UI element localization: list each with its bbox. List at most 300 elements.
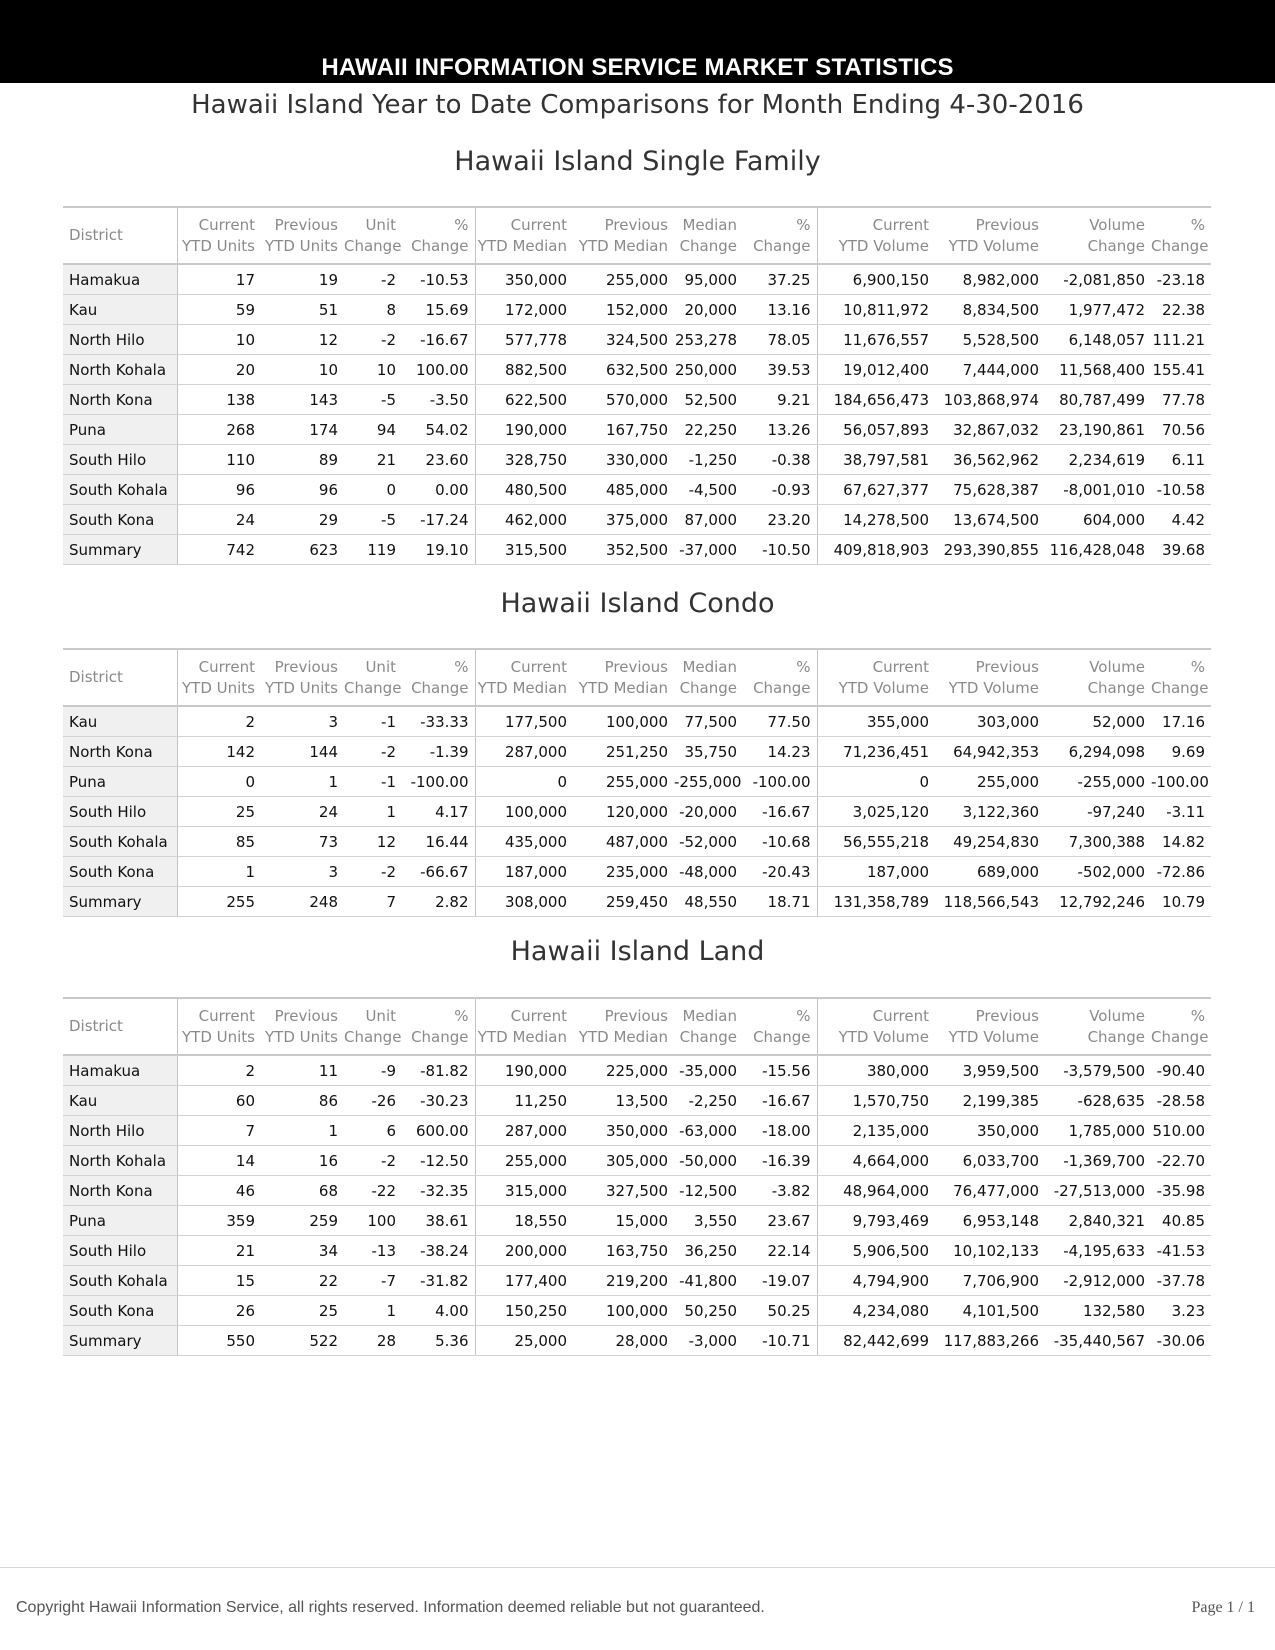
cell-current-ytd-units: 742 — [177, 535, 261, 565]
cell-current-ytd-volume: 6,900,150 — [817, 264, 935, 295]
cell-pct-median-change: -10.68 — [743, 827, 817, 857]
column-header-line1: Current — [872, 1006, 929, 1025]
cell-unit-change: -2 — [344, 1146, 402, 1176]
column-header-unit-change — [344, 207, 402, 264]
section-title-condo: Hawaii Island Condo — [500, 588, 775, 619]
cell-unit-change: -5 — [344, 505, 402, 535]
cell-median-change: 36,250 — [674, 1236, 743, 1266]
cell-pct-volume-change: 39.68 — [1151, 535, 1211, 565]
cell-volume-change: 1,785,000 — [1045, 1116, 1151, 1146]
cell-previous-ytd-median: 167,750 — [573, 415, 674, 445]
cell-pct-median-change: -18.00 — [743, 1116, 817, 1146]
cell-previous-ytd-median: 324,500 — [573, 325, 674, 355]
cell-pct-volume-change: 111.21 — [1151, 325, 1211, 355]
cell-current-ytd-median: 190,000 — [475, 1055, 573, 1086]
cell-pct-unit-change: 4.00 — [402, 1296, 475, 1326]
column-header-line2: YTD Median — [578, 678, 668, 697]
cell-current-ytd-median: 100,000 — [475, 797, 573, 827]
cell-previous-ytd-median: 219,200 — [573, 1266, 674, 1296]
cell-previous-ytd-volume: 7,706,900 — [935, 1266, 1045, 1296]
cell-previous-ytd-volume: 6,953,148 — [935, 1206, 1045, 1236]
cell-pct-volume-change: -22.70 — [1151, 1146, 1211, 1176]
column-header-current-ytd-units — [177, 207, 261, 264]
table-row — [63, 295, 1211, 325]
column-header-current-ytd-median — [475, 207, 573, 264]
cell-median-change: -2,250 — [674, 1086, 743, 1116]
cell-previous-ytd-median: 487,000 — [573, 827, 674, 857]
cell-current-ytd-median: 172,000 — [475, 295, 573, 325]
column-header-line1: Previous — [604, 1006, 668, 1025]
table-row — [63, 1236, 1211, 1266]
cell-unit-change: -1 — [344, 706, 402, 737]
cell-pct-volume-change: 4.42 — [1151, 505, 1211, 535]
cell-previous-ytd-units: 25 — [261, 1296, 344, 1326]
cell-pct-median-change: 22.14 — [743, 1236, 817, 1266]
column-header-line2: YTD Volume — [948, 236, 1039, 255]
cell-current-ytd-volume: 2,135,000 — [817, 1116, 935, 1146]
cell-previous-ytd-volume: 8,982,000 — [935, 264, 1045, 295]
cell-pct-unit-change: -10.53 — [402, 264, 475, 295]
cell-current-ytd-units: 15 — [177, 1266, 261, 1296]
cell-pct-volume-change: -28.58 — [1151, 1086, 1211, 1116]
cell-previous-ytd-volume: 64,942,353 — [935, 737, 1045, 767]
column-header-line2: Change — [753, 678, 811, 697]
cell-pct-unit-change: -3.50 — [402, 385, 475, 415]
cell-volume-change: 80,787,499 — [1045, 385, 1151, 415]
cell-current-ytd-volume: 10,811,972 — [817, 295, 935, 325]
column-header-district — [63, 998, 177, 1055]
footer-page-number: Page 1 / 1 — [1191, 1599, 1255, 1616]
column-header-line2: Change — [753, 1027, 811, 1046]
column-header-line1: Volume — [1089, 657, 1145, 676]
cell-current-ytd-median: 190,000 — [475, 415, 573, 445]
summary-row — [63, 887, 1211, 917]
cell-current-ytd-units: 7 — [177, 1116, 261, 1146]
cell-pct-median-change: -16.67 — [743, 797, 817, 827]
column-header-line1: Previous — [274, 657, 338, 676]
cell-current-ytd-median: 622,500 — [475, 385, 573, 415]
cell-current-ytd-units: 550 — [177, 1326, 261, 1356]
cell-median-change: -52,000 — [674, 827, 743, 857]
cell-pct-unit-change: 600.00 — [402, 1116, 475, 1146]
column-header-line1: Previous — [274, 215, 338, 234]
cell-previous-ytd-median: 100,000 — [573, 706, 674, 737]
cell-current-ytd-units: 142 — [177, 737, 261, 767]
cell-pct-median-change: -20.43 — [743, 857, 817, 887]
cell-pct-volume-change: -3.11 — [1151, 797, 1211, 827]
column-header-district — [63, 207, 177, 264]
column-header-previous-ytd-units — [261, 998, 344, 1055]
cell-unit-change: 1 — [344, 797, 402, 827]
cell-previous-ytd-units: 144 — [261, 737, 344, 767]
cell-current-ytd-units: 0 — [177, 767, 261, 797]
column-header-line2: Change — [344, 678, 402, 697]
summary-row — [63, 535, 1211, 565]
cell-previous-ytd-units: 143 — [261, 385, 344, 415]
column-header-line1: % — [1190, 657, 1205, 676]
cell-current-ytd-volume: 11,676,557 — [817, 325, 935, 355]
cell-district: South Kona — [63, 505, 177, 535]
table-land — [63, 997, 1211, 1356]
cell-previous-ytd-median: 225,000 — [573, 1055, 674, 1086]
cell-current-ytd-median: 177,400 — [475, 1266, 573, 1296]
cell-current-ytd-units: 96 — [177, 475, 261, 505]
cell-previous-ytd-volume: 13,674,500 — [935, 505, 1045, 535]
column-header-pct-unit-change — [402, 998, 475, 1055]
column-header-current-ytd-volume — [817, 207, 935, 264]
column-header-line1: Unit — [365, 657, 396, 676]
cell-pct-unit-change: -32.35 — [402, 1176, 475, 1206]
cell-previous-ytd-units: 34 — [261, 1236, 344, 1266]
column-header-line1: District — [69, 226, 123, 244]
cell-median-change: 52,500 — [674, 385, 743, 415]
cell-previous-ytd-volume: 3,959,500 — [935, 1055, 1045, 1086]
cell-pct-median-change: -19.07 — [743, 1266, 817, 1296]
cell-volume-change: 23,190,861 — [1045, 415, 1151, 445]
cell-district: Kau — [63, 295, 177, 325]
cell-pct-median-change: 14.23 — [743, 737, 817, 767]
cell-previous-ytd-volume: 75,628,387 — [935, 475, 1045, 505]
column-header-line2: Change — [1087, 678, 1145, 697]
table-row — [63, 355, 1211, 385]
cell-previous-ytd-volume: 2,199,385 — [935, 1086, 1045, 1116]
cell-previous-ytd-volume: 4,101,500 — [935, 1296, 1045, 1326]
cell-previous-ytd-units: 3 — [261, 706, 344, 737]
cell-previous-ytd-units: 29 — [261, 505, 344, 535]
cell-district: Summary — [63, 1326, 177, 1356]
cell-previous-ytd-units: 1 — [261, 767, 344, 797]
cell-volume-change: -8,001,010 — [1045, 475, 1151, 505]
column-header-previous-ytd-volume — [935, 998, 1045, 1055]
table-row — [63, 325, 1211, 355]
cell-previous-ytd-median: 28,000 — [573, 1326, 674, 1356]
cell-current-ytd-volume: 0 — [817, 767, 935, 797]
cell-current-ytd-units: 359 — [177, 1206, 261, 1236]
column-header-line2: YTD Volume — [948, 678, 1039, 697]
cell-district: South Hilo — [63, 445, 177, 475]
footer-divider — [0, 1567, 1275, 1568]
column-header-line1: % — [1190, 1006, 1205, 1025]
top-banner — [0, 0, 1275, 83]
column-header-pct-unit-change — [402, 207, 475, 264]
table-row — [63, 415, 1211, 445]
column-header-line1: Current — [872, 215, 929, 234]
cell-pct-unit-change: -1.39 — [402, 737, 475, 767]
column-header-line1: Median — [682, 215, 737, 234]
cell-current-ytd-median: 435,000 — [475, 827, 573, 857]
cell-median-change: 87,000 — [674, 505, 743, 535]
cell-median-change: 253,278 — [674, 325, 743, 355]
cell-current-ytd-units: 14 — [177, 1146, 261, 1176]
column-header-line1: Unit — [365, 1006, 396, 1025]
cell-median-change: -63,000 — [674, 1116, 743, 1146]
table-row — [63, 505, 1211, 535]
column-header-line1: % — [454, 215, 469, 234]
column-header-line2: Change — [679, 1027, 737, 1046]
cell-previous-ytd-median: 352,500 — [573, 535, 674, 565]
cell-pct-unit-change: 100.00 — [402, 355, 475, 385]
cell-pct-unit-change: -30.23 — [402, 1086, 475, 1116]
cell-district: South Kona — [63, 857, 177, 887]
cell-previous-ytd-volume: 10,102,133 — [935, 1236, 1045, 1266]
column-header-line2: YTD Volume — [948, 1027, 1039, 1046]
column-header-line1: Previous — [604, 215, 668, 234]
cell-pct-unit-change: -16.67 — [402, 325, 475, 355]
cell-current-ytd-median: 11,250 — [475, 1086, 573, 1116]
cell-pct-volume-change: 10.79 — [1151, 887, 1211, 917]
column-header-pct-unit-change — [402, 649, 475, 706]
cell-pct-median-change: 50.25 — [743, 1296, 817, 1326]
cell-previous-ytd-units: 24 — [261, 797, 344, 827]
cell-current-ytd-units: 10 — [177, 325, 261, 355]
column-header-volume-change — [1045, 998, 1151, 1055]
table-row — [63, 797, 1211, 827]
column-header-previous-ytd-median — [573, 649, 674, 706]
column-header-line2: YTD Units — [265, 678, 338, 697]
cell-current-ytd-volume: 4,234,080 — [817, 1296, 935, 1326]
cell-previous-ytd-volume: 350,000 — [935, 1116, 1045, 1146]
cell-district: Hamakua — [63, 1055, 177, 1086]
cell-median-change: 77,500 — [674, 706, 743, 737]
column-header-line1: Median — [682, 1006, 737, 1025]
cell-previous-ytd-volume: 689,000 — [935, 857, 1045, 887]
cell-previous-ytd-median: 15,000 — [573, 1206, 674, 1236]
cell-pct-unit-change: -33.33 — [402, 706, 475, 737]
cell-median-change: -41,800 — [674, 1266, 743, 1296]
cell-volume-change: -97,240 — [1045, 797, 1151, 827]
cell-previous-ytd-median: 330,000 — [573, 445, 674, 475]
cell-district: North Kona — [63, 385, 177, 415]
cell-current-ytd-volume: 5,906,500 — [817, 1236, 935, 1266]
cell-volume-change: 11,568,400 — [1045, 355, 1151, 385]
footer-copyright: Copyright Hawaii Information Service, all rights reserved. Information deemed reliable but not guaranteed. — [16, 1599, 765, 1616]
cell-previous-ytd-units: 1 — [261, 1116, 344, 1146]
cell-current-ytd-volume: 131,358,789 — [817, 887, 935, 917]
column-header-line2: Change — [411, 1027, 469, 1046]
cell-previous-ytd-volume: 293,390,855 — [935, 535, 1045, 565]
column-header-line1: % — [796, 215, 811, 234]
cell-unit-change: -13 — [344, 1236, 402, 1266]
cell-previous-ytd-units: 248 — [261, 887, 344, 917]
cell-pct-median-change: 23.20 — [743, 505, 817, 535]
cell-current-ytd-units: 110 — [177, 445, 261, 475]
cell-pct-volume-change: -35.98 — [1151, 1176, 1211, 1206]
cell-current-ytd-volume: 3,025,120 — [817, 797, 935, 827]
cell-current-ytd-units: 1 — [177, 857, 261, 887]
cell-district: South Kohala — [63, 827, 177, 857]
cell-previous-ytd-units: 174 — [261, 415, 344, 445]
table-header-row — [63, 998, 1211, 1055]
cell-volume-change: 1,977,472 — [1045, 295, 1151, 325]
report-title: HAWAII INFORMATION SERVICE MARKET STATISTICS — [321, 54, 954, 81]
cell-pct-volume-change: 17.16 — [1151, 706, 1211, 737]
column-header-line1: Median — [682, 657, 737, 676]
cell-pct-median-change: -10.50 — [743, 535, 817, 565]
column-header-current-ytd-units — [177, 998, 261, 1055]
column-header-pct-volume-change — [1151, 207, 1211, 264]
cell-pct-median-change: 39.53 — [743, 355, 817, 385]
cell-previous-ytd-median: 163,750 — [573, 1236, 674, 1266]
cell-previous-ytd-median: 327,500 — [573, 1176, 674, 1206]
cell-median-change: 22,250 — [674, 415, 743, 445]
cell-previous-ytd-median: 235,000 — [573, 857, 674, 887]
cell-volume-change: 132,580 — [1045, 1296, 1151, 1326]
cell-unit-change: 0 — [344, 475, 402, 505]
column-header-previous-ytd-median — [573, 998, 674, 1055]
column-header-previous-ytd-median — [573, 207, 674, 264]
column-header-line1: % — [454, 1006, 469, 1025]
table-row — [63, 767, 1211, 797]
cell-district: Summary — [63, 887, 177, 917]
cell-pct-volume-change: 22.38 — [1151, 295, 1211, 325]
cell-previous-ytd-units: 522 — [261, 1326, 344, 1356]
cell-current-ytd-units: 2 — [177, 706, 261, 737]
table-row — [63, 1266, 1211, 1296]
cell-district: North Hilo — [63, 325, 177, 355]
cell-previous-ytd-volume: 36,562,962 — [935, 445, 1045, 475]
column-header-previous-ytd-volume — [935, 207, 1045, 264]
cell-volume-change: 7,300,388 — [1045, 827, 1151, 857]
cell-previous-ytd-units: 16 — [261, 1146, 344, 1176]
cell-previous-ytd-median: 485,000 — [573, 475, 674, 505]
column-header-line1: District — [69, 1017, 123, 1035]
cell-median-change: -50,000 — [674, 1146, 743, 1176]
table-row — [63, 827, 1211, 857]
cell-volume-change: 6,294,098 — [1045, 737, 1151, 767]
cell-current-ytd-volume: 9,793,469 — [817, 1206, 935, 1236]
cell-previous-ytd-units: 12 — [261, 325, 344, 355]
cell-previous-ytd-volume: 5,528,500 — [935, 325, 1045, 355]
cell-volume-change: -2,912,000 — [1045, 1266, 1151, 1296]
column-header-line1: Volume — [1089, 215, 1145, 234]
report-subtitle: Hawaii Island Year to Date Comparisons for Month Ending 4-30-2016 — [191, 90, 1084, 120]
column-header-line1: Unit — [365, 215, 396, 234]
cell-pct-volume-change: 155.41 — [1151, 355, 1211, 385]
cell-current-ytd-units: 25 — [177, 797, 261, 827]
cell-district: North Kona — [63, 1176, 177, 1206]
cell-unit-change: 7 — [344, 887, 402, 917]
cell-district: North Kona — [63, 737, 177, 767]
cell-median-change: 35,750 — [674, 737, 743, 767]
cell-current-ytd-median: 187,000 — [475, 857, 573, 887]
cell-current-ytd-median: 150,250 — [475, 1296, 573, 1326]
cell-median-change: 95,000 — [674, 264, 743, 295]
cell-unit-change: 8 — [344, 295, 402, 325]
cell-current-ytd-units: 60 — [177, 1086, 261, 1116]
column-header-line2: YTD Median — [477, 1027, 567, 1046]
table-row — [63, 385, 1211, 415]
column-header-line2: Change — [1087, 1027, 1145, 1046]
column-header-line2: YTD Median — [578, 236, 668, 255]
cell-current-ytd-volume: 82,442,699 — [817, 1326, 935, 1356]
cell-unit-change: -2 — [344, 737, 402, 767]
column-header-pct-median-change — [743, 207, 817, 264]
cell-median-change: -4,500 — [674, 475, 743, 505]
cell-pct-median-change: -0.38 — [743, 445, 817, 475]
column-header-line2: YTD Volume — [838, 1027, 929, 1046]
cell-district: South Hilo — [63, 797, 177, 827]
cell-district: South Kohala — [63, 1266, 177, 1296]
cell-pct-median-change: -100.00 — [743, 767, 817, 797]
cell-pct-unit-change: 16.44 — [402, 827, 475, 857]
cell-previous-ytd-units: 86 — [261, 1086, 344, 1116]
table-row — [63, 737, 1211, 767]
cell-previous-ytd-volume: 49,254,830 — [935, 827, 1045, 857]
cell-pct-median-change: 23.67 — [743, 1206, 817, 1236]
cell-previous-ytd-median: 375,000 — [573, 505, 674, 535]
column-header-district — [63, 649, 177, 706]
cell-pct-volume-change: -90.40 — [1151, 1055, 1211, 1086]
cell-current-ytd-volume: 184,656,473 — [817, 385, 935, 415]
column-header-median-change — [674, 207, 743, 264]
cell-pct-volume-change: -100.00 — [1151, 767, 1211, 797]
cell-pct-unit-change: -81.82 — [402, 1055, 475, 1086]
cell-previous-ytd-median: 570,000 — [573, 385, 674, 415]
cell-current-ytd-units: 138 — [177, 385, 261, 415]
cell-unit-change: 119 — [344, 535, 402, 565]
cell-volume-change: -1,369,700 — [1045, 1146, 1151, 1176]
column-header-pct-median-change — [743, 649, 817, 706]
cell-current-ytd-median: 0 — [475, 767, 573, 797]
cell-current-ytd-units: 17 — [177, 264, 261, 295]
cell-pct-unit-change: -31.82 — [402, 1266, 475, 1296]
cell-pct-unit-change: -38.24 — [402, 1236, 475, 1266]
cell-current-ytd-volume: 187,000 — [817, 857, 935, 887]
cell-median-change: -35,000 — [674, 1055, 743, 1086]
cell-pct-median-change: -16.67 — [743, 1086, 817, 1116]
cell-pct-median-change: 77.50 — [743, 706, 817, 737]
column-header-current-ytd-units — [177, 649, 261, 706]
cell-previous-ytd-median: 632,500 — [573, 355, 674, 385]
cell-previous-ytd-volume: 32,867,032 — [935, 415, 1045, 445]
column-header-line2: YTD Units — [265, 236, 338, 255]
cell-previous-ytd-median: 305,000 — [573, 1146, 674, 1176]
cell-current-ytd-median: 480,500 — [475, 475, 573, 505]
cell-volume-change: -27,513,000 — [1045, 1176, 1151, 1206]
cell-volume-change: 2,840,321 — [1045, 1206, 1151, 1236]
cell-previous-ytd-units: 10 — [261, 355, 344, 385]
cell-median-change: 50,250 — [674, 1296, 743, 1326]
column-header-previous-ytd-volume — [935, 649, 1045, 706]
cell-previous-ytd-median: 120,000 — [573, 797, 674, 827]
column-header-line1: Current — [510, 657, 567, 676]
cell-previous-ytd-volume: 103,868,974 — [935, 385, 1045, 415]
cell-pct-unit-change: 54.02 — [402, 415, 475, 445]
cell-volume-change: -3,579,500 — [1045, 1055, 1151, 1086]
column-header-pct-median-change — [743, 998, 817, 1055]
column-header-line2: YTD Units — [182, 236, 255, 255]
column-header-pct-volume-change — [1151, 649, 1211, 706]
cell-current-ytd-volume: 56,057,893 — [817, 415, 935, 445]
cell-previous-ytd-volume: 303,000 — [935, 706, 1045, 737]
table-row — [63, 1146, 1211, 1176]
cell-current-ytd-volume: 67,627,377 — [817, 475, 935, 505]
cell-volume-change: -502,000 — [1045, 857, 1151, 887]
cell-median-change: 20,000 — [674, 295, 743, 325]
cell-current-ytd-volume: 355,000 — [817, 706, 935, 737]
cell-current-ytd-median: 315,000 — [475, 1176, 573, 1206]
cell-current-ytd-median: 287,000 — [475, 737, 573, 767]
cell-pct-volume-change: 9.69 — [1151, 737, 1211, 767]
cell-volume-change: 12,792,246 — [1045, 887, 1151, 917]
column-header-pct-volume-change — [1151, 998, 1211, 1055]
cell-previous-ytd-units: 22 — [261, 1266, 344, 1296]
column-header-line2: Change — [753, 236, 811, 255]
cell-unit-change: 21 — [344, 445, 402, 475]
cell-pct-unit-change: -12.50 — [402, 1146, 475, 1176]
column-header-current-ytd-volume — [817, 998, 935, 1055]
column-header-current-ytd-median — [475, 649, 573, 706]
